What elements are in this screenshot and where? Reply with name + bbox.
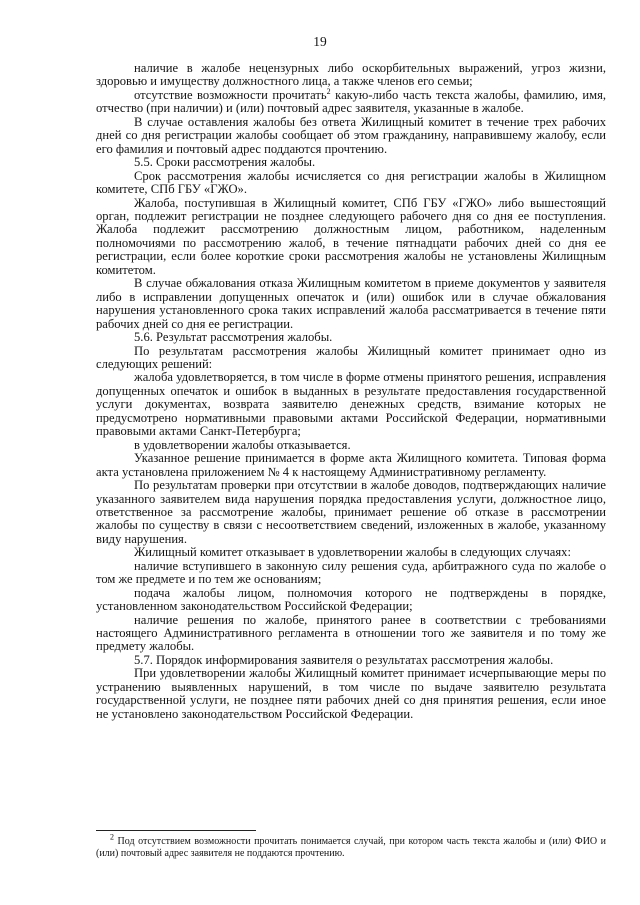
heading-text: 5.5. Сроки рассмотрения жалобы. bbox=[134, 155, 316, 170]
paragraph-text: наличие в жалобе нецензурных либо оскорбительных выражений, угроз жизни, здоровью и имуществу должностного лица, а также членов его семьи; bbox=[96, 61, 606, 89]
paragraph bbox=[96, 116, 606, 156]
paragraph bbox=[96, 560, 606, 587]
paragraph bbox=[96, 170, 606, 197]
section-heading-5-5 bbox=[96, 156, 606, 169]
paragraph-text: наличие решения по жалобе, принятого ранее в соответствии с требованиями настоящего Административного регламента в отношении того же заявителя и по тому же предмету жалобы. bbox=[96, 612, 606, 654]
paragraph-text: Жалоба, поступившая в Жилищный комитет, СПб ГБУ «ГЖО» либо вышестоящий орган, подлежит регистрации не позднее следующего рабочего дня со дня ее поступления. Жалоба подлежит рассмотрению должностным лицом, работником, наделенным полномочиями по рассмотрению жалоб, в течение пятнадцати рабочих дней со дня ее регистрации, если более короткие сроки рассмотрения жалобы не установлены Жилищным комитетом. bbox=[96, 195, 606, 277]
page-number: 19 bbox=[313, 34, 327, 49]
paragraph bbox=[96, 452, 606, 479]
footnote-text: Под отсутствием возможности прочитать понимается случай, при котором часть текста жалобы и (или) ФИО и (или) почтовый адрес заявителя не поддаются прочтению. bbox=[96, 836, 607, 859]
paragraph bbox=[96, 667, 606, 721]
paragraph bbox=[96, 371, 606, 438]
section-heading-5-7 bbox=[96, 654, 606, 667]
document-body bbox=[96, 62, 606, 721]
paragraph-text: По результатам рассмотрения жалобы Жилищный комитет принимает одно из следующих решений: bbox=[96, 343, 606, 371]
paragraph-text: При удовлетворении жалобы Жилищный комитет принимает исчерпывающие меры по устранению выявленных нарушений, в том числе по выдаче заявителю результата государственной услуги, не позднее пяти рабочих дней со дня принятия решения, если иное не установлено законодательством Российской Федерации. bbox=[96, 666, 606, 721]
paragraph-text: Указанное решение принимается в форме акта Жилищного комитета. Типовая форма акта установлена приложением № 4 к настоящему Административному регламенту. bbox=[96, 451, 606, 479]
heading-text: 5.7. Порядок информирования заявителя о результатах рассмотрения жалобы. bbox=[134, 652, 554, 667]
paragraph-text: отсутствие возможности прочитать bbox=[134, 87, 327, 102]
paragraph bbox=[96, 197, 606, 278]
paragraph-text: наличие вступившего в законную силу решения суда, арбитражного суда по жалобе о том же предмете и по тем же основаниям; bbox=[96, 558, 606, 587]
paragraph-text: Срок рассмотрения жалобы исчисляется со дня регистрации жалобы в Жилищном комитете, СПб ГБУ «ГЖО». bbox=[96, 168, 606, 197]
paragraph-text: какую-либо часть текста жалобы, фамилию, имя, отчество (при наличии) и (или) почтовый адрес заявителя, указанные в жалобе. bbox=[96, 87, 607, 116]
paragraph-text: По результатам проверки при отсутствии в жалобе доводов, подтверждающих наличие указанного заявителем вида нарушения порядка предоставления услуги, должностное лицо, ответственное за рассмотрение жалобы, принимает решение об отказе в рассмотрении жалобы по существу в связи с несоответствием сведений, изложенных в жалобе, указанному виду нарушения. bbox=[96, 478, 606, 546]
paragraph bbox=[96, 277, 606, 331]
paragraph bbox=[96, 345, 606, 372]
paragraph bbox=[96, 479, 606, 546]
footnote-divider bbox=[96, 830, 256, 831]
footnote bbox=[96, 832, 607, 860]
paragraph-text: жалоба удовлетворяется, в том числе в форме отмены принятого решения, исправления допущенных опечаток и ошибок в выданных в результате предоставления государственной услуги документах, возврата заявителю денежных средств, взимание которых не предусмотрено нормативными правовыми актами Российской Федерации, нормативными правовыми актами Санкт-Петербурга; bbox=[96, 370, 606, 439]
paragraph-text: В случае оставления жалобы без ответа Жилищный комитет в течение трех рабочих дней со дня регистрации жалобы сообщает об этом гражданину, направившему жалобу, если его фамилия и почтовый адрес поддаются прочтению. bbox=[96, 114, 606, 156]
paragraph-text: подача жалобы лицом, полномочия которого не подтверждены в порядке, установленном законодательством Российской Федерации; bbox=[96, 585, 606, 614]
paragraph-text: В случае обжалования отказа Жилищным комитетом в приеме документов у заявителя либо в исправлении допущенных опечаток и (или) ошибок или в случае обжалования нарушения установленного срока таких исправлений жалоба рассматривается в течение пяти рабочих дней со дня ее регистрации. bbox=[96, 276, 606, 331]
paragraph-footnoted bbox=[96, 86, 607, 116]
footnote-marker: 2 bbox=[110, 832, 114, 842]
paragraph bbox=[96, 62, 606, 89]
footnote-reference[interactable]: 2 bbox=[326, 86, 331, 96]
paragraph bbox=[96, 587, 606, 614]
heading-text: 5.6. Результат рассмотрения жалобы. bbox=[134, 330, 333, 345]
paragraph bbox=[96, 439, 606, 452]
paragraph bbox=[96, 614, 606, 654]
paragraph-text: в удовлетворении жалобы отказывается. bbox=[134, 437, 351, 452]
paragraph-text: Жилищный комитет отказывает в удовлетворении жалобы в следующих случаях: bbox=[134, 545, 571, 560]
paragraph bbox=[96, 546, 606, 559]
section-heading-5-6 bbox=[96, 331, 606, 344]
